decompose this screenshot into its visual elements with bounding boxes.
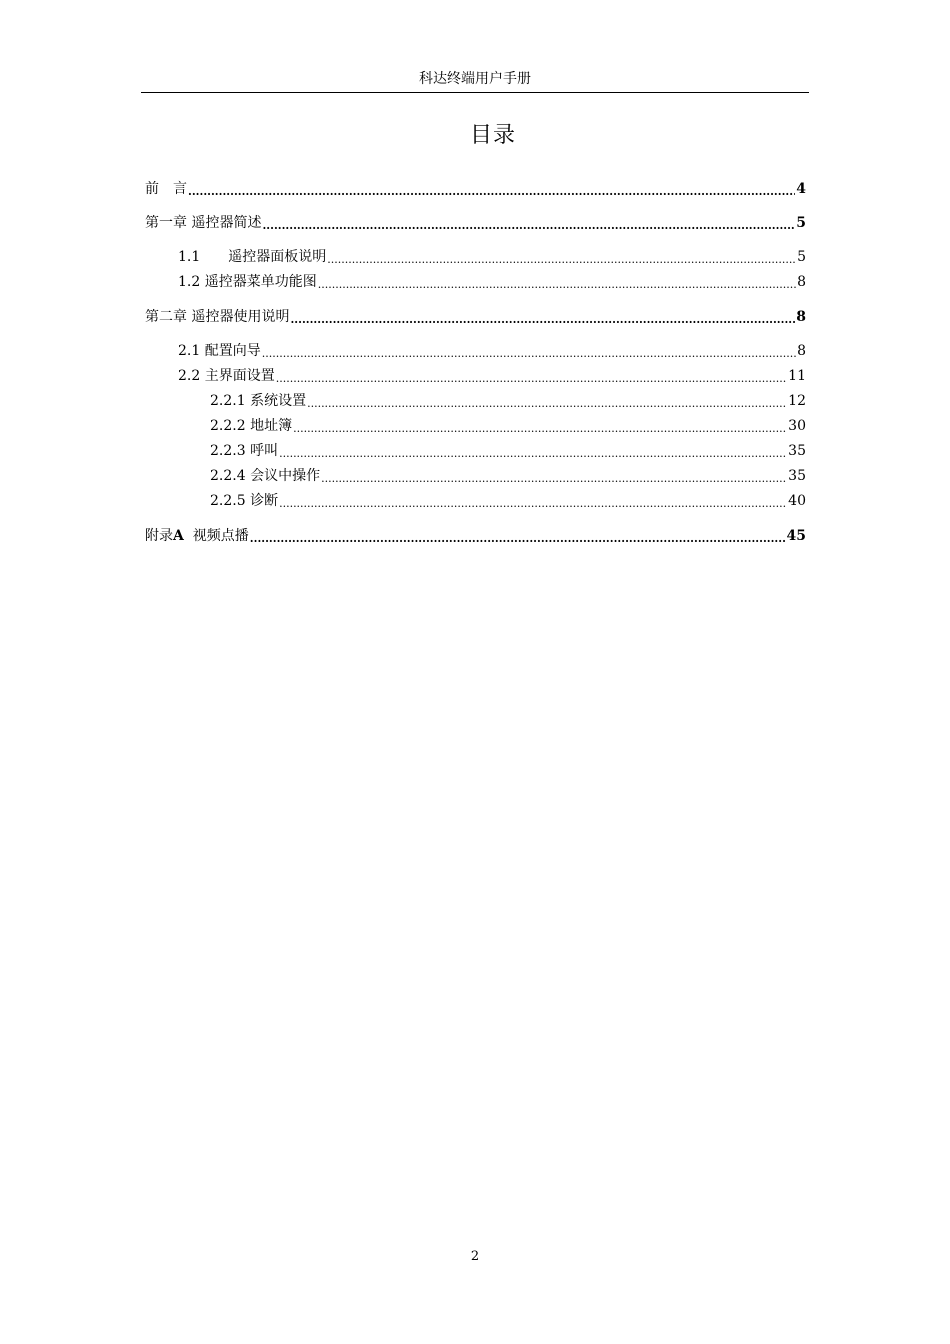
toc-entry-2-1[interactable] <box>178 342 806 360</box>
toc-entry-page: 8 <box>797 274 806 290</box>
running-header: 科达终端用户手册 <box>419 71 531 87</box>
appendix-title: 视频点播 <box>192 528 249 544</box>
toc-entry-label: 2.2.1 系统设置 <box>210 393 307 409</box>
toc-entry-appendix-a[interactable] <box>145 527 806 545</box>
toc-entry-page: 5 <box>797 249 806 265</box>
toc-entry-page: 5 <box>796 215 806 231</box>
toc-entry-label: 第一章 遥控器简述 <box>145 215 262 231</box>
toc-leader <box>279 446 787 460</box>
toc-entry-label: 1.1 遥控器面板说明 <box>178 249 327 265</box>
toc-entry-2-2-4[interactable] <box>210 467 806 485</box>
toc-entry-label: 1.2 遥控器菜单功能图 <box>178 274 317 290</box>
toc-entry-label <box>145 527 249 545</box>
toc-entry-1-1[interactable] <box>178 248 806 266</box>
toc-leader <box>188 184 795 198</box>
toc-leader <box>262 218 795 232</box>
toc-leader <box>250 531 786 545</box>
appendix-prefix: 附录 <box>145 528 173 544</box>
toc-entry-page: 4 <box>796 181 806 197</box>
toc-entry-label: 2.2.4 会议中操作 <box>210 468 321 484</box>
toc-entry-2-2[interactable] <box>178 367 806 385</box>
toc-entry-2-2-5[interactable] <box>210 492 806 510</box>
toc-entry-2-2-3[interactable] <box>210 442 806 460</box>
toc-entry-page: 45 <box>786 528 806 544</box>
toc-entry-1-2[interactable] <box>178 273 806 291</box>
toc-leader <box>318 277 796 291</box>
toc-entry-label: 2.2.5 诊断 <box>210 493 279 509</box>
header-rule <box>141 92 809 93</box>
toc-entry-label: 2.1 配置向导 <box>178 343 261 359</box>
toc-entry-page: 35 <box>788 443 806 459</box>
toc-leader <box>293 421 787 435</box>
toc-entry-chapter-1[interactable] <box>145 214 806 232</box>
toc-entry-label: 2.2 主界面设置 <box>178 368 275 384</box>
toc-entry-page: 8 <box>796 309 806 325</box>
toc-leader <box>307 396 787 410</box>
toc-leader <box>279 496 787 510</box>
toc-entry-label: 前 言 <box>145 181 187 197</box>
toc-entry-page: 35 <box>788 468 806 484</box>
toc-entry-2-2-2[interactable] <box>210 417 806 435</box>
page-number: 2 <box>470 1249 480 1264</box>
toc-leader <box>290 312 795 326</box>
toc-entry-page: 30 <box>788 418 806 434</box>
toc-leader <box>327 252 796 266</box>
toc-entry-page: 11 <box>788 368 806 384</box>
toc-entry-label: 2.2.3 呼叫 <box>210 443 279 459</box>
toc-entry-page: 8 <box>797 343 806 359</box>
toc-entry-chapter-2[interactable] <box>145 308 806 326</box>
toc-entry-2-2-1[interactable] <box>210 392 806 410</box>
toc-leader <box>276 371 787 385</box>
toc-entry-label: 第二章 遥控器使用说明 <box>145 309 290 325</box>
toc-leader <box>262 346 796 360</box>
toc-entry-preface[interactable] <box>145 180 806 198</box>
page-title: 目录 <box>469 123 516 148</box>
toc-entry-label: 2.2.2 地址簿 <box>210 418 293 434</box>
toc-entry-page: 12 <box>788 393 806 409</box>
toc-entry-page: 40 <box>788 493 806 509</box>
appendix-letter: A <box>173 528 184 544</box>
toc-leader <box>321 471 787 485</box>
